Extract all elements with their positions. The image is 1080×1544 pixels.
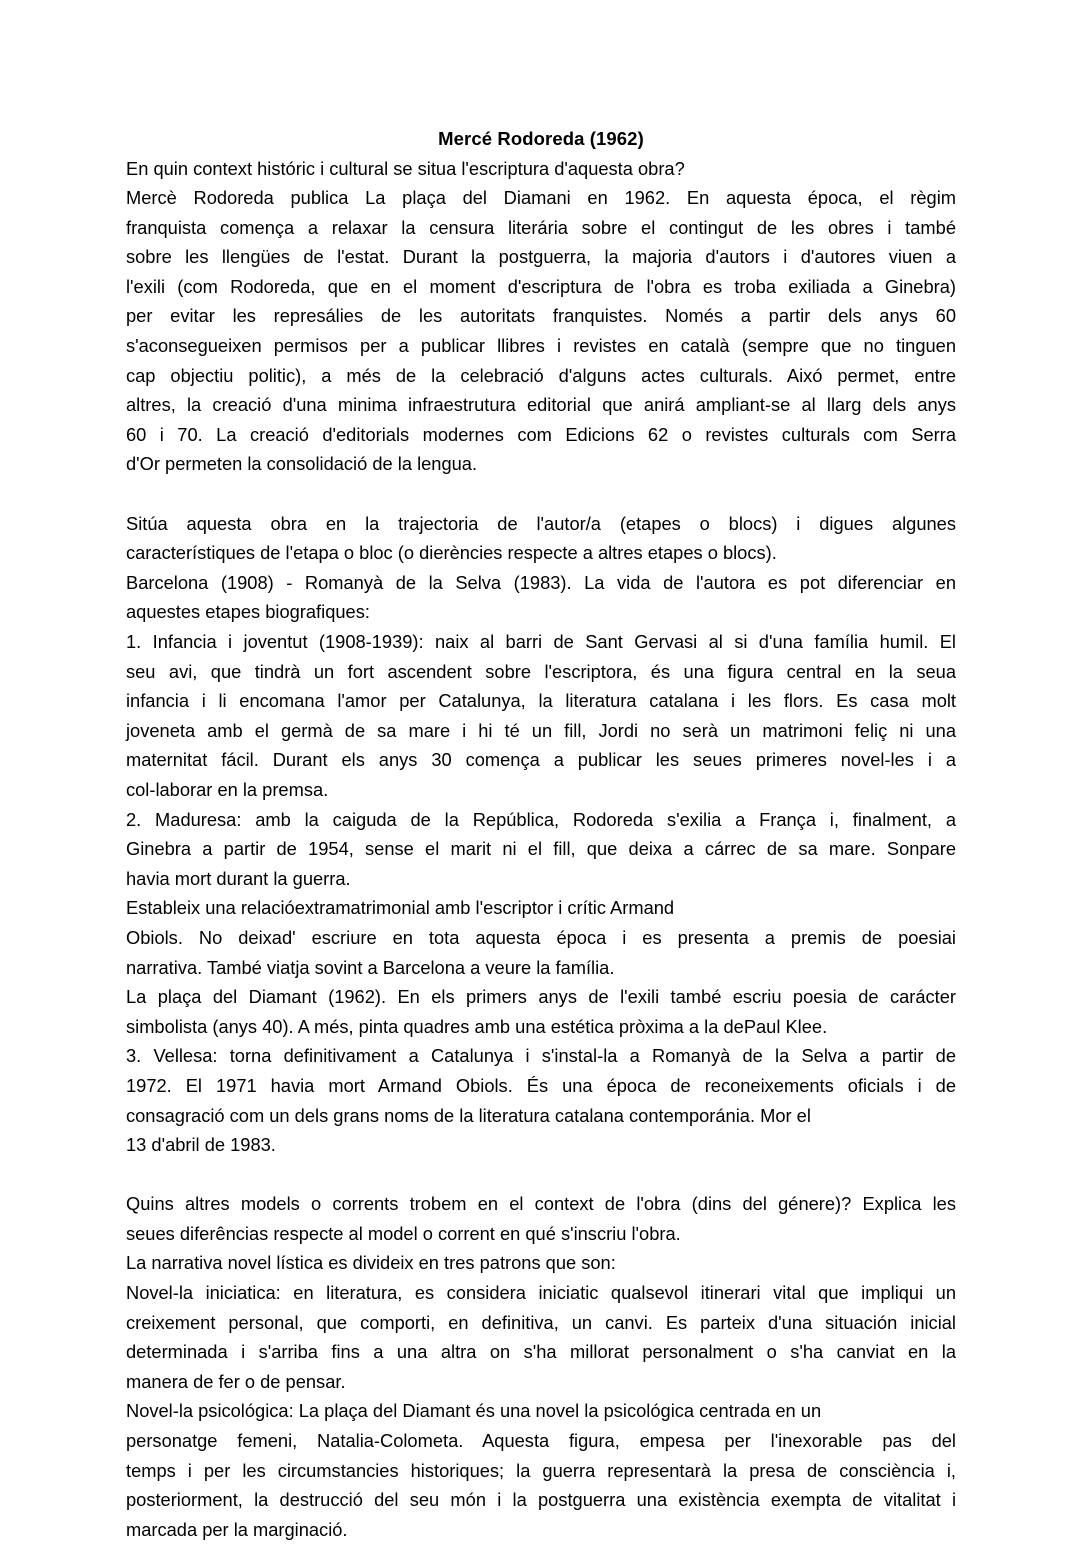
paragraph-line: 3. Vellesa: torna definitivament a Catalunya i s'instal-la a Romanyà de la Selva a partir de: [126, 1041, 956, 1071]
paragraph: [126, 1189, 956, 1248]
paragraph-line: 1972. El 1971 havia mort Armand Obiols. És una época de reconeixements oficials i de: [126, 1071, 956, 1101]
paragraph: [126, 1248, 956, 1278]
document-body: [126, 124, 956, 1544]
paragraph-line: Novel-la iniciatica: en literatura, es considera iniciatic qualsevol itinerari vital que impliqui un: [126, 1278, 956, 1308]
paragraph-line: Estableix una relacióextramatrimonial amb l'escriptor i crític Armand: [126, 893, 956, 923]
paragraph-line: sobre les llengües de l'estat. Durant la postguerra, la majoria d'autors i d'autores viuen a: [126, 242, 956, 272]
paragraph-line: havia mort durant la guerra.: [126, 864, 956, 894]
paragraph: [126, 183, 956, 479]
paragraph: [126, 1396, 956, 1544]
paragraph: [126, 893, 956, 923]
paragraph-line: consagració com un dels grans noms de la literatura catalana contemporánia. Mor el: [126, 1101, 956, 1131]
paragraph-line: Novel-la psicológica: La plaça del Diamant és una novel la psicológica centrada en un: [126, 1396, 956, 1426]
paragraph-line: joveneta amb el germà de sa mare i hi té un fill, Jordi no serà un matrimoni feliç ni una: [126, 716, 956, 746]
paragraph-line: personatge femeni, Natalia-Colometa. Aquesta figura, empesa per l'inexorable pas del: [126, 1426, 956, 1456]
paragraph-line: En quin context históric i cultural se situa l'escriptura d'aquesta obra?: [126, 154, 956, 184]
paragraph-line: marcada per la marginació.: [126, 1515, 956, 1544]
paragraph-line: simbolista (anys 40). A més, pinta quadres amb una estética pròxima a la dePaul Klee.: [126, 1012, 956, 1042]
paragraph-line: La narrativa novel lística es divideix en tres patrons que son:: [126, 1248, 956, 1278]
paragraph: [126, 1041, 956, 1130]
paragraph-line: Sitúa aquesta obra en la trajectoria de l'autor/a (etapes o blocs) i digues algunes: [126, 509, 956, 539]
paragraph-line: creixement personal, que comporti, en definitiva, un canvi. Es parteix d'una situación inicial: [126, 1308, 956, 1338]
paragraph-line: 1. Infancia i joventut (1908-1939): naix al barri de Sant Gervasi al si d'una família humil. El: [126, 627, 956, 657]
paragraph-line: La plaça del Diamant (1962). En els primers anys de l'exili també escriu poesia de carácter: [126, 982, 956, 1012]
paragraph-line: Quins altres models o corrents trobem en el context de l'obra (dins del génere)? Explica les: [126, 1189, 956, 1219]
paragraph-line: infancia i li encomana l'amor per Catalunya, la literatura catalana i les flors. Es casa molt: [126, 686, 956, 716]
paragraph: [126, 1278, 956, 1396]
paragraph-line: Mercè Rodoreda publica La plaça del Diamani en 1962. En aquesta época, el règim: [126, 183, 956, 213]
paragraph-line: d'Or permeten la consolidació de la lengua.: [126, 449, 956, 479]
paragraph: [126, 923, 956, 982]
paragraph: [126, 568, 956, 627]
paragraph-line: Ginebra a partir de 1954, sense el marit ni el fill, que deixa a cárrec de sa mare. Sonpare: [126, 834, 956, 864]
paragraph: [126, 982, 956, 1041]
paragraph-spacer: [126, 1160, 956, 1190]
paragraph: [126, 805, 956, 894]
paragraph-line: Obiols. No deixad' escriure en tota aquesta época i es presenta a premis de poesiai: [126, 923, 956, 953]
paragraph-line: narrativa. També viatja sovint a Barcelona a veure la família.: [126, 953, 956, 983]
paragraph-line: franquista comença a relaxar la censura literária sobre el contingut de les obres i també: [126, 213, 956, 243]
paragraph-line: cap objectiu politic), a més de la celebració d'alguns actes culturals. Aixó permet, entre: [126, 361, 956, 391]
paragraph-line: seues diferências respecte al model o corrent en qué s'inscriu l'obra.: [126, 1219, 956, 1249]
paragraph-line: posteriorment, la destrucció del seu món i la postguerra una existència exempta de vitalitat i: [126, 1485, 956, 1515]
document-blocks: [126, 154, 956, 1544]
paragraph-line: per evitar les represálies de les autoritats franquistes. Només a partir dels anys 60: [126, 301, 956, 331]
paragraph-line: col-laborar en la premsa.: [126, 775, 956, 805]
paragraph-line: altres, la creació d'una minima infraestrutura editorial que anirá ampliant-se al llarg dels anys: [126, 390, 956, 420]
paragraph: [126, 509, 956, 568]
paragraph-line: seu avi, que tindrà un fort ascendent sobre l'escriptora, és una figura central en la seua: [126, 657, 956, 687]
paragraph-line: 60 i 70. La creació d'editorials modernes com Edicions 62 o revistes culturals com Serra: [126, 420, 956, 450]
paragraph: [126, 1130, 956, 1160]
paragraph: [126, 627, 956, 805]
paragraph-line: Barcelona (1908) - Romanyà de la Selva (1983). La vida de l'autora es pot diferenciar en: [126, 568, 956, 598]
paragraph-line: temps i per les circumstancies historiques; la guerra representarà la presa de consciència i,: [126, 1456, 956, 1486]
paragraph-line: 2. Maduresa: amb la caiguda de la República, Rodoreda s'exilia a França i, finalment, a: [126, 805, 956, 835]
paragraph-line: s'aconsegueixen permisos per a publicar llibres i revistes en català (sempre que no tinguen: [126, 331, 956, 361]
paragraph-line: l'exili (com Rodoreda, que en el moment d'escriptura de l'obra es troba exiliada a Ginebra): [126, 272, 956, 302]
paragraph-spacer: [126, 479, 956, 509]
paragraph-line: determinada i s'arriba fins a una altra on s'ha millorat personalment o s'ha canviat en la: [126, 1337, 956, 1367]
paragraph-line: maternitat fácil. Durant els anys 30 comença a publicar les seues primeres novel-les i a: [126, 745, 956, 775]
paragraph-line: aquestes etapes biografiques:: [126, 597, 956, 627]
paragraph-line: manera de fer o de pensar.: [126, 1367, 956, 1397]
paragraph: [126, 154, 956, 184]
paragraph-line: 13 d'abril de 1983.: [126, 1130, 956, 1160]
paragraph-line: característiques de l'etapa o bloc (o dierències respecte a altres etapes o blocs).: [126, 538, 956, 568]
page-title: Mercé Rodoreda (1962): [126, 124, 956, 154]
